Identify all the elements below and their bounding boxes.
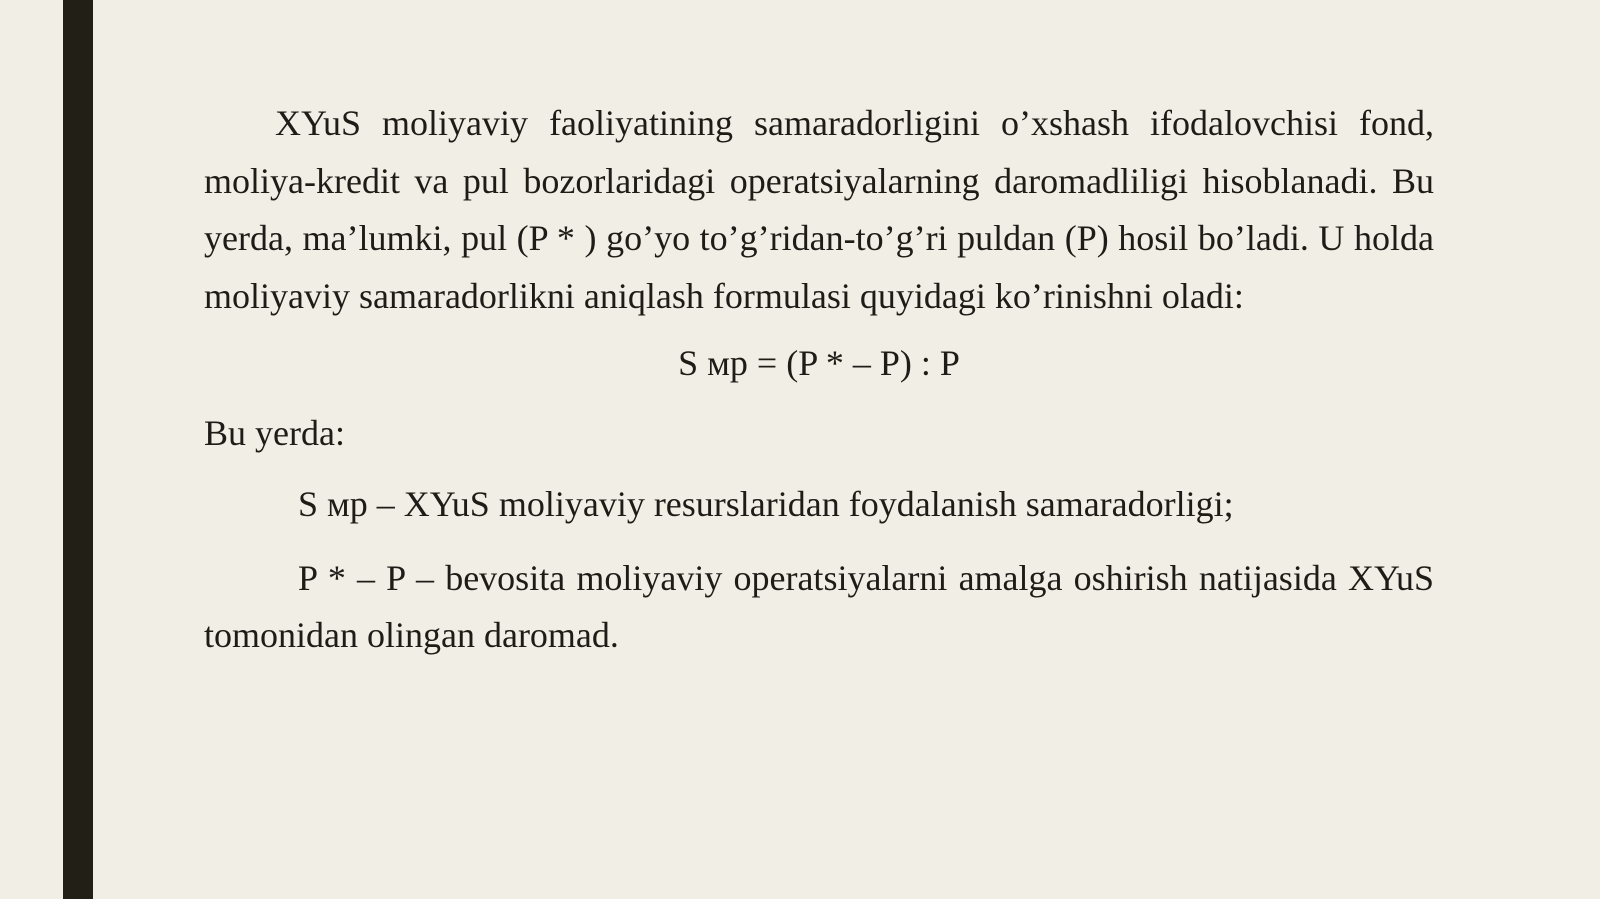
left-accent-bar [63, 0, 93, 899]
definition-item: P * – P – bevosita moliyaviy operatsiyalarni amalga oshirish natijasida XYuS tomonidan olingan daromad. [204, 557, 1434, 655]
where-label: Bu yerda: [204, 412, 345, 453]
intro-paragraph: XYuS moliyaviy faoliyatining samaradorligini o’xshash ifodalovchisi fond, moliya-kredit va pul bozorlaridagi operatsiyalarning daromadliligi hisoblanadi. Bu yerda, ma’lumki, pul (P * ) go’yo to’g’ridan-to’g’ri puldan (P) hosil bo’ladi. U holda moliyaviy samaradorlikni aniqlash formulasi quyidagi ko’rinishni oladi: [204, 103, 1434, 316]
formula: S мр = (P * – P) : P [678, 343, 960, 383]
definition-item: S мр – XYuS moliyaviy resurslaridan foydalanish samaradorligi; [298, 484, 1234, 524]
slide-content [204, 95, 1434, 681]
